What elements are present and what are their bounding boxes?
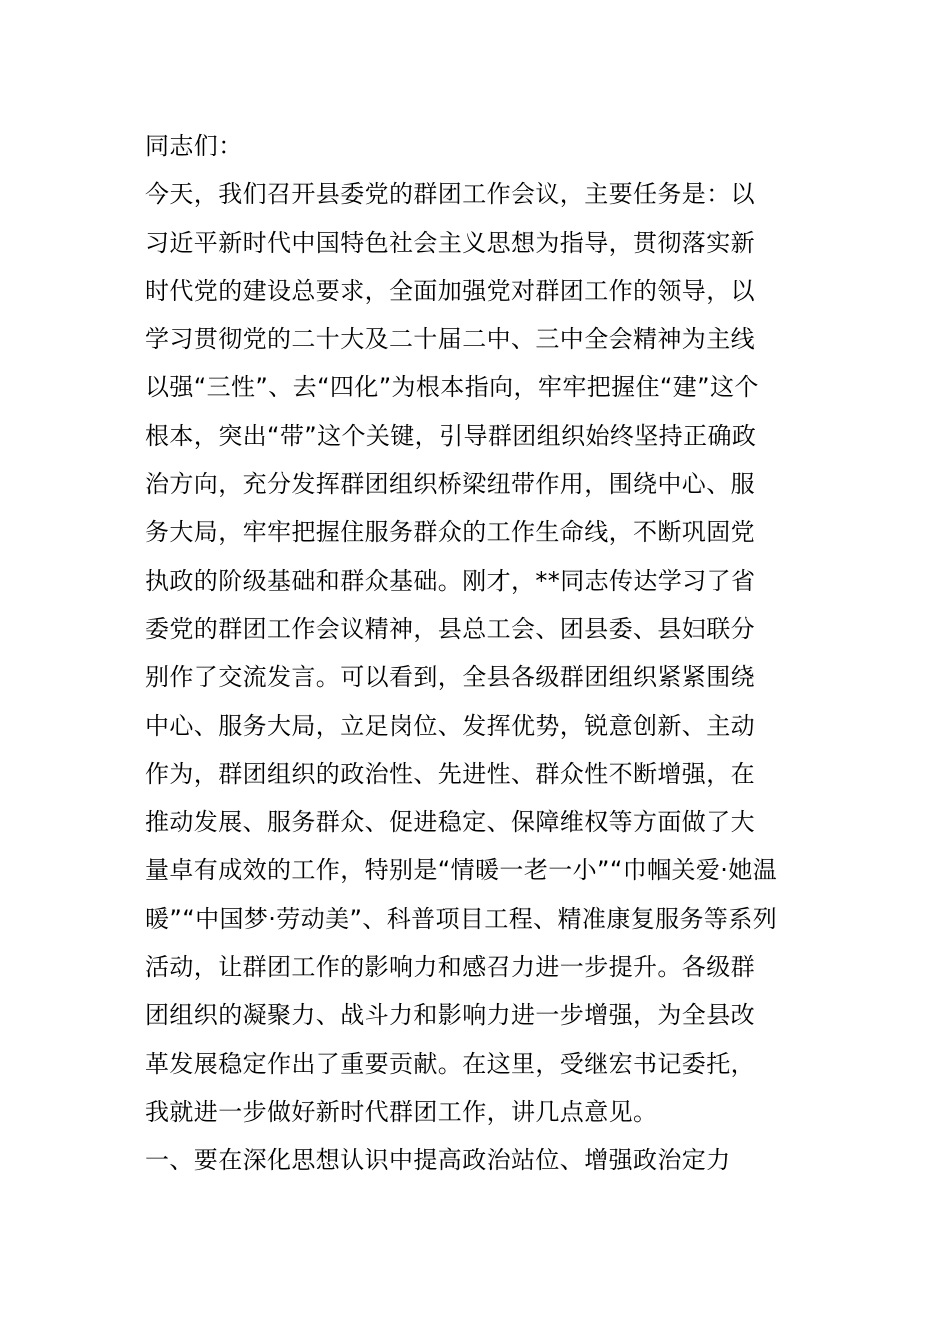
salutation: 同志们： [145, 132, 243, 160]
paragraph-line-12: 中心、服务大局，立足岗位、发挥优势，锐意创新、主动 [145, 711, 755, 740]
paragraph-line-2: 习近平新时代中国特色社会主义思想为指导，贯彻落实新 [145, 228, 755, 257]
paragraph-line-16: 暖”“中国梦·劳动美”、科普项目工程、精准康复服务等系列 [145, 904, 778, 933]
paragraph-line-8: 务大局，牢牢把握住服务群众的工作生命线，不断巩固党 [145, 518, 755, 547]
paragraph-line-17: 活动，让群团工作的影响力和感召力进一步提升。各级群 [145, 953, 755, 982]
paragraph-line-5: 以强“三性”、去“四化”为根本指向，牢牢把握住“建”这个 [145, 373, 759, 402]
paragraph-line-4: 学习贯彻党的二十大及二十届二中、三中全会精神为主线 [145, 325, 755, 354]
paragraph-line-9: 执政的阶级基础和群众基础。刚才，**同志传达学习了省 [145, 566, 756, 595]
paragraph-line-20: 我就进一步做好新时代群团工作，讲几点意见。 [145, 1097, 658, 1126]
paragraph-line-14: 推动发展、服务群众、促进稳定、保障维权等方面做了大 [145, 808, 755, 837]
document-body [145, 122, 810, 1185]
paragraph-line-6: 根本，突出“带”这个关键，引导群团组织始终坚持正确政 [145, 421, 757, 450]
section-heading: 一、要在深化思想认识中提高政治站位、增强政治定力 [145, 1146, 731, 1175]
paragraph-line-11: 别作了交流发言。可以看到，全县各级群团组织紧紧围绕 [145, 663, 755, 692]
paragraph-line-19: 革发展稳定作出了重要贡献。在这里，受继宏书记委托， [145, 1049, 755, 1078]
paragraph-line-18: 团组织的凝聚力、战斗力和影响力进一步增强，为全县改 [145, 1001, 755, 1030]
paragraph-line-10: 委党的群团工作会议精神，县总工会、团县委、县妇联分 [145, 614, 755, 643]
paragraph-line-13: 作为，群团组织的政治性、先进性、群众性不断增强，在 [145, 759, 755, 788]
paragraph-line-3: 时代党的建设总要求，全面加强党对群团工作的领导，以 [145, 276, 755, 305]
paragraph-line-15: 量卓有成效的工作，特别是“情暖一老一小”“巾帼关爱·她温 [145, 856, 778, 885]
paragraph-line-1: 今天，我们召开县委党的群团工作会议，主要任务是：以 [145, 180, 755, 209]
paragraph-line-7: 治方向，充分发挥群团组织桥梁纽带作用，围绕中心、服 [145, 470, 755, 499]
